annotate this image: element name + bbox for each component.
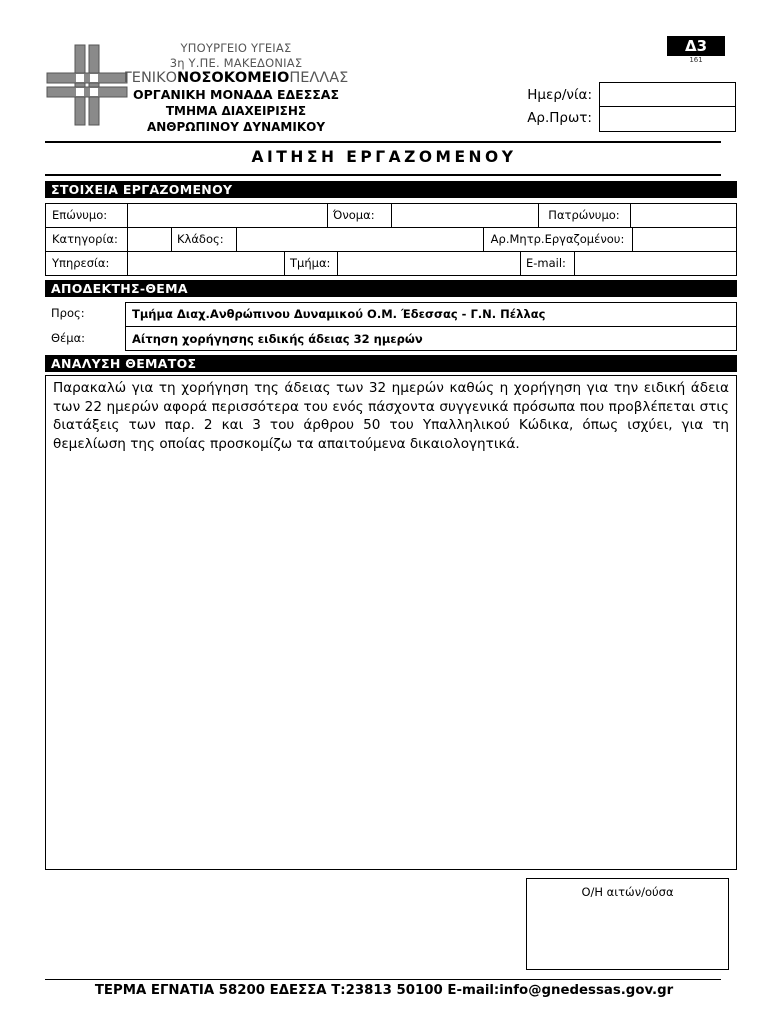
subject-label: Θέμα:: [51, 331, 86, 345]
hospital-name: [0, 70, 620, 86]
department-line-1: ΤΜΗΜΑ ΔΙΑΧΕΙΡΙΣΗΣ: [165, 104, 307, 118]
footer-rule: [45, 979, 721, 980]
hospital-pre: ΓΕΝΙΚΟ: [123, 70, 177, 86]
recipient-grid: [125, 302, 737, 351]
employee-grid: [45, 203, 737, 276]
service-label: Υπηρεσία:: [52, 256, 110, 270]
ministry: ΥΠΟΥΡΓΕΙΟ ΥΓΕΙΑΣ: [180, 41, 292, 55]
signature-box[interactable]: [526, 878, 729, 970]
email-label: E-mail:: [526, 256, 566, 270]
subject-value[interactable]: Αίτηση χορήγησης ειδικής άδειας 32 ημερών: [132, 332, 423, 346]
dept-label: Τμήμα:: [290, 256, 331, 270]
category-label: Κατηγορία:: [52, 232, 118, 246]
category-field[interactable]: [128, 228, 171, 251]
form-code-badge: Δ3: [667, 36, 725, 56]
title-rule: [45, 174, 721, 176]
registry-field[interactable]: [633, 228, 736, 251]
recipient-section-heading: ΑΠΟΔΕΚΤΗΣ-ΘΕΜΑ: [45, 280, 737, 297]
analysis-section-heading: ΑΝΑΛΥΣΗ ΘΕΜΑΤΟΣ: [45, 355, 737, 372]
region: 3η Υ.ΠΕ. ΜΑΚΕΔΟΝΙΑΣ: [169, 56, 303, 70]
email-field[interactable]: [575, 252, 736, 275]
branch-field[interactable]: [237, 228, 483, 251]
employee-section-heading: ΣΤΟΙΧΕΙΑ ΕΡΓΑΖΟΜΕΝΟΥ: [45, 181, 737, 198]
unit-name: ΟΡΓΑΝΙΚΗ ΜΟΝΑΔΑ ΕΔΕΣΣΑΣ: [133, 87, 339, 102]
to-value[interactable]: Τμήμα Διαχ.Ανθρώπινου Δυναμικού Ο.Μ. Έδεσσας - Γ.Ν. Πέλλας: [132, 307, 546, 321]
name-field[interactable]: [392, 204, 538, 227]
name-label: Όνομα:: [333, 208, 375, 222]
father-name-label: Πατρώνυμο:: [548, 208, 620, 222]
department-line-2: ΑΝΘΡΩΠΙΝΟΥ ΔΥΝΑΜΙΚΟΥ: [146, 120, 326, 134]
date-label: Ημερ/νία:: [527, 87, 592, 103]
service-field[interactable]: [128, 252, 284, 275]
branch-label: Κλάδος:: [177, 232, 224, 246]
protocol-label: Αρ.Πρωτ:: [527, 110, 592, 126]
surname-field[interactable]: [128, 204, 326, 227]
hospital-main: ΝΟΣΟΚΟΜΕΙΟ: [177, 70, 290, 86]
to-label: Προς:: [51, 306, 85, 320]
footer-address: ΤΕΡΜΑ ΕΓΝΑΤΙΑ 58200 ΕΔΕΣΣΑ Τ:23813 50100 E-mail:info@gnedessas.gov.gr: [94, 983, 674, 998]
date-field[interactable]: [599, 82, 736, 108]
father-name-field[interactable]: [631, 204, 736, 227]
registry-label: Αρ.Μητρ.Εργαζομένου:: [490, 232, 625, 246]
page-title: ΑΙΤΗΣΗ ΕΡΓΑΖΟΜΕΝΟΥ: [251, 148, 517, 166]
surname-label: Επώνυμο:: [52, 208, 108, 222]
hospital-post: ΠΕΛΛΑΣ: [289, 70, 349, 86]
dept-field[interactable]: [338, 252, 520, 275]
top-rule: [45, 141, 721, 143]
protocol-field[interactable]: [599, 106, 736, 132]
analysis-text: Παρακαλώ για τη χορήγηση της άδειας των 32 ημερών καθώς η χορήγηση για την ειδική άδεια των 22 ημερών αφορά περισσότερα του ενός πάσχοντα συγγενικά πρόσωπα που προβλέπεται στις διατάξεις των παρ. 2 και 3 του άρθρου 50 του Υπαλληλικού Κώδικα, όπως ισχύει, για τη θεμελίωση της οποίας προσκομίζω τα απαιτούμενα δικαιολογητικά.: [53, 380, 729, 452]
form-number: 161: [689, 56, 703, 64]
signature-label: Ο/Η αιτών/ούσα: [581, 885, 674, 899]
